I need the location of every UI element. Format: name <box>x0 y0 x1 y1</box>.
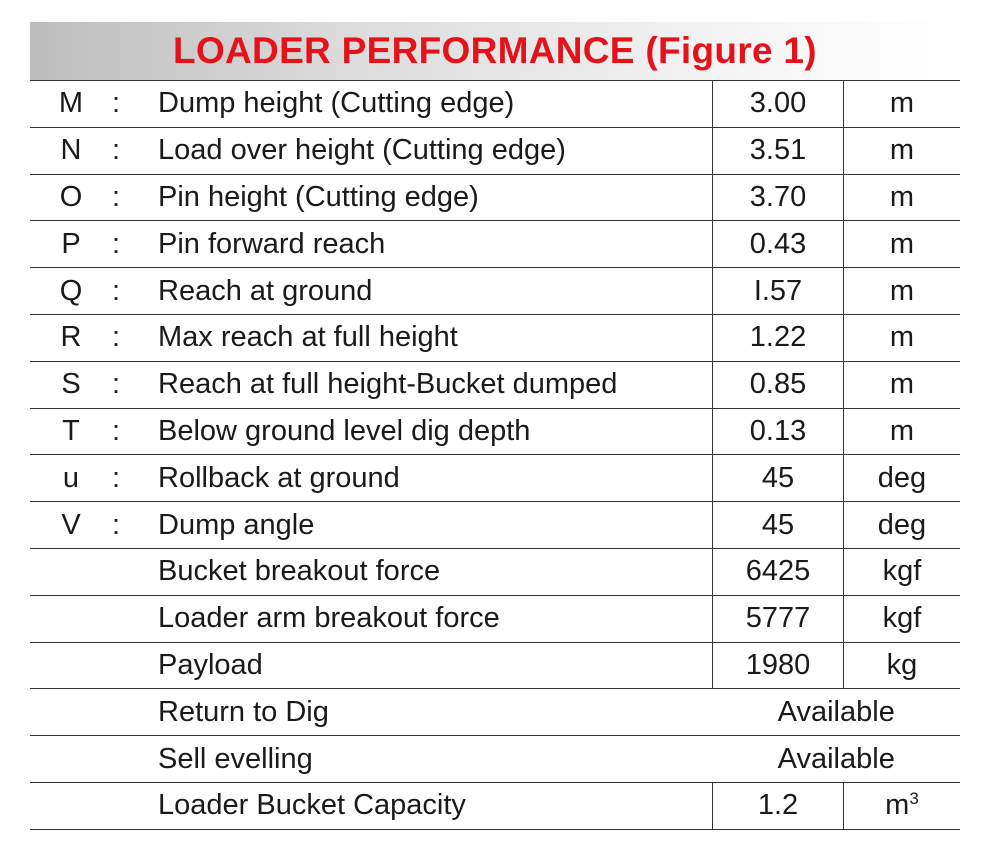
row-colon: : <box>112 127 142 174</box>
row-description: Load over height (Cutting edge) <box>142 127 713 174</box>
row-unit: m <box>844 268 961 315</box>
table-row <box>30 595 960 642</box>
row-description: Payload <box>142 642 713 689</box>
row-code: V <box>30 502 112 549</box>
row-value: 0.43 <box>713 221 844 268</box>
row-value: 45 <box>713 502 844 549</box>
unit-base: m <box>885 789 910 822</box>
row-description: Max reach at full height <box>142 314 713 361</box>
row-unit <box>844 782 961 829</box>
row-description: Loader arm breakout force <box>142 595 713 642</box>
table-row <box>30 455 960 502</box>
row-colon: : <box>112 268 142 315</box>
row-code: P <box>30 221 112 268</box>
row-description: Bucket breakout force <box>142 548 713 595</box>
row-colon <box>112 736 142 783</box>
row-value: 1980 <box>713 642 844 689</box>
row-colon <box>112 595 142 642</box>
table-row <box>30 268 960 315</box>
row-unit: kgf <box>844 595 961 642</box>
row-value: 3.51 <box>713 127 844 174</box>
row-colon: : <box>112 81 142 128</box>
row-code: Q <box>30 268 112 315</box>
row-colon: : <box>112 455 142 502</box>
table-row <box>30 81 960 128</box>
row-colon: : <box>112 502 142 549</box>
row-description: Pin forward reach <box>142 221 713 268</box>
row-description: Reach at ground <box>142 268 713 315</box>
row-value: 45 <box>713 455 844 502</box>
row-description: Rollback at ground <box>142 455 713 502</box>
row-description: Sell evelling <box>142 736 713 783</box>
table-row <box>30 548 960 595</box>
row-code <box>30 595 112 642</box>
table-row <box>30 361 960 408</box>
row-description: Pin height (Cutting edge) <box>142 174 713 221</box>
table-row <box>30 736 960 783</box>
row-colon <box>112 548 142 595</box>
row-value: 6425 <box>713 548 844 595</box>
table-row <box>30 782 960 829</box>
row-value: Available <box>713 736 961 783</box>
row-value: 1.2 <box>713 782 844 829</box>
row-unit: m <box>844 361 961 408</box>
row-colon <box>112 782 142 829</box>
row-description: Dump angle <box>142 502 713 549</box>
row-value: 5777 <box>713 595 844 642</box>
row-value: 0.85 <box>713 361 844 408</box>
row-unit: m <box>844 314 961 361</box>
row-unit: deg <box>844 502 961 549</box>
row-code: N <box>30 127 112 174</box>
table-row <box>30 127 960 174</box>
row-code <box>30 548 112 595</box>
row-code <box>30 736 112 783</box>
table-row <box>30 174 960 221</box>
row-unit: m <box>844 408 961 455</box>
row-value: I.57 <box>713 268 844 315</box>
row-colon: : <box>112 314 142 361</box>
row-description: Return to Dig <box>142 689 713 736</box>
row-unit: kgf <box>844 548 961 595</box>
row-colon: : <box>112 408 142 455</box>
table-row <box>30 689 960 736</box>
row-code: R <box>30 314 112 361</box>
row-colon: : <box>112 221 142 268</box>
row-description: Reach at full height-Bucket dumped <box>142 361 713 408</box>
row-colon: : <box>112 361 142 408</box>
row-code <box>30 642 112 689</box>
table-title: LOADER PERFORMANCE (Figure 1) <box>173 30 817 71</box>
unit-exponent: 3 <box>909 789 919 809</box>
row-description: Dump height (Cutting edge) <box>142 81 713 128</box>
table-row <box>30 502 960 549</box>
row-colon: : <box>112 174 142 221</box>
row-unit: m <box>844 221 961 268</box>
row-code: u <box>30 455 112 502</box>
row-value: 3.70 <box>713 174 844 221</box>
row-unit: kg <box>844 642 961 689</box>
row-colon <box>112 642 142 689</box>
row-unit: m <box>844 127 961 174</box>
row-value: Available <box>713 689 961 736</box>
table-row <box>30 314 960 361</box>
row-value: 3.00 <box>713 81 844 128</box>
row-colon <box>112 689 142 736</box>
row-value: 0.13 <box>713 408 844 455</box>
row-unit: deg <box>844 455 961 502</box>
row-unit: m <box>844 174 961 221</box>
table-row <box>30 408 960 455</box>
row-description: Below ground level dig depth <box>142 408 713 455</box>
loader-performance-table <box>30 80 960 830</box>
table-row <box>30 221 960 268</box>
row-code: O <box>30 174 112 221</box>
row-code: M <box>30 81 112 128</box>
row-code: S <box>30 361 112 408</box>
row-code: T <box>30 408 112 455</box>
row-description: Loader Bucket Capacity <box>142 782 713 829</box>
row-value: 1.22 <box>713 314 844 361</box>
table-row <box>30 642 960 689</box>
row-code <box>30 689 112 736</box>
row-unit: m <box>844 81 961 128</box>
row-code <box>30 782 112 829</box>
